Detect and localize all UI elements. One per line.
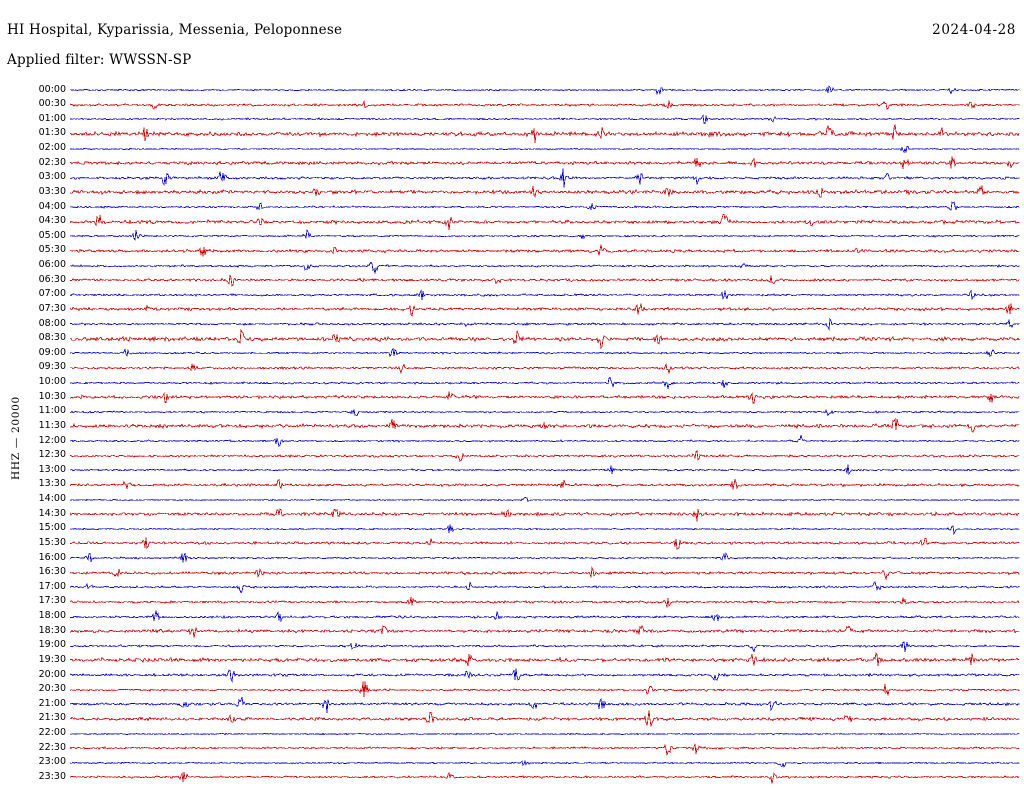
time-tick-label: 18:30 [38,624,66,636]
time-tick-label: 05:30 [38,244,66,256]
time-tick-label: 03:30 [38,185,66,197]
trace-group [70,78,1020,780]
time-tick-label: 02:30 [38,156,66,168]
time-tick-label: 04:30 [38,215,66,227]
time-tick-label: 07:30 [38,302,66,314]
time-tick-label: 05:00 [38,229,66,241]
time-tick-label: 15:30 [38,536,66,548]
time-tick-label: 21:30 [38,712,66,724]
y-axis-label [4,378,22,498]
time-tick-label: 23:00 [38,756,66,768]
time-tick-label: 09:30 [38,361,66,373]
time-tick-label: 06:00 [38,259,66,270]
time-tick-label: 14:30 [38,507,66,519]
time-tick-label: 03:00 [38,171,66,183]
time-tick-label: 08:00 [38,317,66,329]
time-tick-label: 12:00 [38,434,66,446]
time-tick-label: 13:30 [38,478,66,490]
time-tick-label: 11:30 [38,419,66,431]
time-tick-label: 18:00 [38,610,66,621]
time-tick-label: 15:00 [38,522,66,534]
time-tick-label: 21:00 [38,697,66,709]
time-tick-label: 07:00 [38,288,66,300]
time-tick-label: 10:30 [38,390,66,402]
time-tick-label: 20:00 [38,668,66,680]
time-tick-label: 06:30 [38,273,66,285]
time-tick-label: 13:00 [38,463,66,475]
time-tick-label: 01:30 [38,127,66,139]
time-tick-label: 20:30 [38,683,66,695]
time-tick-label: 10:00 [38,376,66,387]
time-tick-label: 04:00 [38,200,66,212]
time-tick-label: 00:00 [38,83,66,95]
time-tick-label: 23:30 [38,770,66,782]
time-tick-label: 12:30 [38,449,66,461]
seismogram-plot [0,78,1024,780]
time-tick-label: 09:00 [38,346,66,358]
time-tick-label: 16:30 [38,566,66,578]
time-tick-label: 19:30 [38,653,66,665]
time-tick-label: 22:00 [38,727,66,738]
time-tick-label: 02:00 [38,142,66,153]
time-tick-label: 17:00 [38,580,66,592]
page-title: HI Hospital, Kyparissia, Messenia, Peloponnese [7,22,343,38]
time-tick-label: 19:00 [38,639,66,651]
time-tick-label: 00:30 [38,98,66,110]
chart-header [0,0,1024,78]
time-axis-ticks [22,78,66,780]
time-tick-label: 01:00 [38,112,66,124]
time-tick-label: 11:00 [38,405,66,417]
filter-label: Applied filter: WWSSN-SP [7,52,192,68]
trace-row [70,766,1020,788]
time-tick-label: 17:30 [38,595,66,607]
time-tick-label: 08:30 [38,332,66,344]
time-tick-label: 22:30 [38,741,66,753]
date-label: 2024-04-28 [932,22,1016,38]
time-tick-label: 16:00 [38,551,66,563]
time-tick-label: 14:00 [38,493,66,504]
y-axis-label-text: HHZ — 20000 [10,396,22,480]
